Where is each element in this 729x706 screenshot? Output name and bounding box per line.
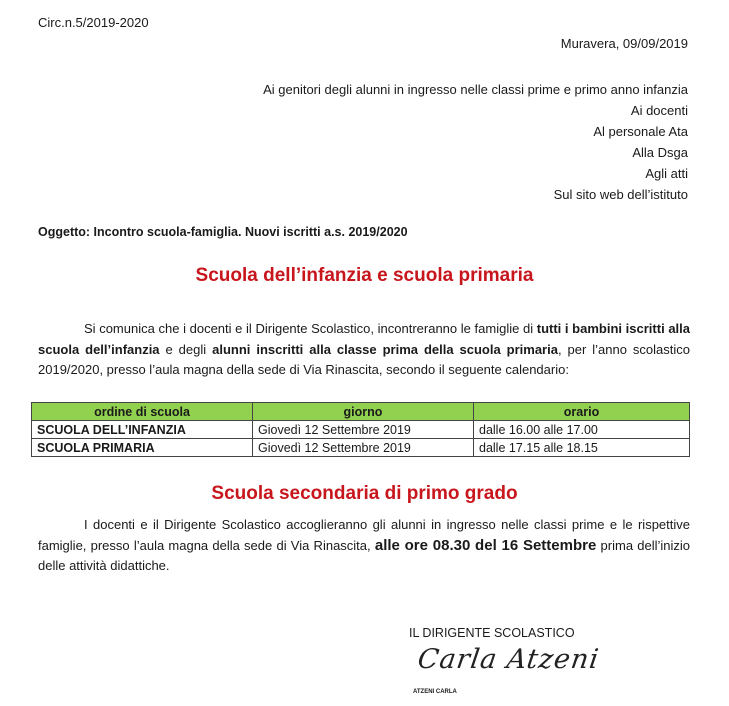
handwritten-signature: Carla Atzeni — [415, 644, 602, 675]
schedule-table — [31, 402, 690, 457]
paragraph-text: I docenti e il Dirigente Scolastico accoglieranno gli alunni in ingresso nelle classi prime e le rispettive famiglie, presso l’aula magna della sede di Via Rinascita, — [38, 517, 690, 553]
paragraph-emphasis: tutti i bambini iscritti alla scuola dell’infanzia — [38, 321, 691, 357]
section-title-secondaria: Scuola secondaria di primo grado — [211, 483, 518, 504]
table-cell: Giovedì 12 Settembre 2019 — [253, 439, 474, 457]
place-date: Muravera, 09/09/2019 — [560, 36, 688, 51]
paragraph-text: , per l’anno scolastico 2019/2020, presso l’aula magna della sede di Via Rinascita, secondo il seguente calendario: — [38, 341, 691, 377]
recipient-line: Alla Dsga — [632, 145, 688, 160]
circular-number: Circ.n.5/2019-2020 — [38, 15, 149, 30]
column-header: orario — [474, 403, 690, 421]
recipient-line: Agli atti — [645, 166, 688, 181]
table-row — [32, 421, 690, 439]
table-row — [32, 439, 690, 457]
signature-caption: ATZENI CARLA — [413, 689, 457, 695]
subject-line: Oggetto: Incontro scuola-famiglia. Nuovi iscritti a.s. 2019/2020 — [38, 225, 408, 239]
recipient-line: Al personale Ata — [593, 124, 688, 139]
paragraph-text: e degli — [159, 341, 213, 357]
table-cell: dalle 16.00 alle 17.00 — [474, 421, 690, 439]
table-cell: dalle 17.15 alle 18.15 — [474, 439, 690, 457]
table-cell: SCUOLA PRIMARIA — [32, 439, 253, 457]
paragraph-text: Si comunica che i docenti e il Dirigente Scolastico, incontreranno le famiglie di — [84, 321, 537, 336]
recipient-line: Ai docenti — [630, 103, 688, 118]
signer-role: IL DIRIGENTE SCOLASTICO — [409, 626, 575, 640]
column-header: giorno — [253, 403, 474, 421]
table-cell: Giovedì 12 Settembre 2019 — [253, 421, 474, 439]
column-header: ordine di scuola — [32, 403, 253, 421]
table-cell: SCUOLA DELL’INFANZIA — [32, 421, 253, 439]
paragraph-secondaria — [38, 515, 690, 577]
recipients-block — [263, 79, 688, 205]
table-header-row — [32, 403, 690, 421]
paragraph-text: prima dell’inizio delle attività didattiche. — [38, 537, 691, 573]
recipient-line: Ai genitori degli alunni in ingresso nelle classi prime e primo anno infanzia — [263, 82, 688, 97]
paragraph-infanzia-primaria — [38, 319, 690, 381]
paragraph-emphasis: alunni inscritti alla classe prima della scuola primaria — [212, 341, 558, 357]
section-title-infanzia-primaria: Scuola dell’infanzia e scuola primaria — [195, 265, 534, 286]
recipient-line: Sul sito web dell’istituto — [553, 187, 688, 202]
paragraph-emphasis: alle ore 08.30 del 16 Settembre — [374, 536, 597, 554]
